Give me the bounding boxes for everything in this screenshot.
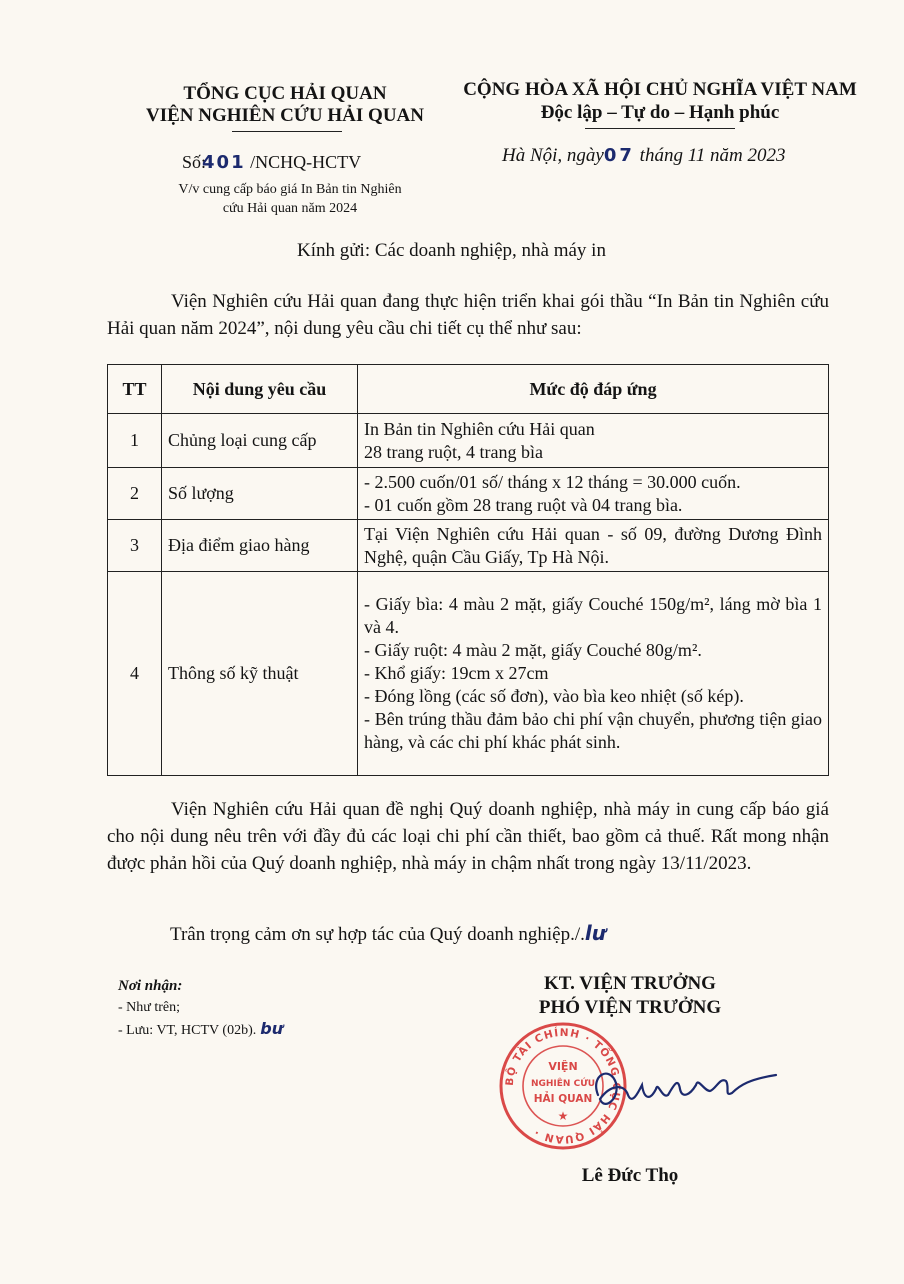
response-line: Tại Viện Nghiên cứu Hải quan - số 09, đường Dương Đình Nghệ, quận Cầu Giấy, Tp Hà Nội. [364, 523, 822, 567]
doc-number-suffix: /NCHQ-HCTV [250, 152, 362, 172]
table-row [108, 414, 829, 468]
doc-number [182, 150, 361, 175]
row-item: Thông số kỹ thuật [162, 572, 358, 776]
seal-line-2: NGHIÊN CỨU [530, 1079, 596, 1089]
response-line: 28 trang ruột, 4 trang bìa [364, 441, 543, 462]
date-suffix: tháng 11 năm 2023 [639, 145, 786, 166]
date-line [502, 143, 786, 169]
row-tt: 1 [108, 414, 162, 468]
header-item: Nội dung yêu cầu [162, 365, 358, 414]
intro-paragraph: Viện Nghiên cứu Hải quan đang thực hiện triển khai gói thầu “In Bản tin Nghiên cứu Hải quan năm 2024”, nội dung yêu cầu chi tiết cụ thể như sau: [107, 291, 829, 339]
row-response [358, 520, 829, 572]
row-response [358, 572, 829, 776]
table-row [108, 468, 829, 520]
seal-line-1: VIỆN [548, 1060, 578, 1073]
closing-paragraph: Viện Nghiên cứu Hải quan đề nghị Quý doanh nghiệp, nhà máy in cung cấp báo giá cho nội dung nêu trên với đầy đủ các loại chi phí cần thiết, bao gồm cả thuế. Rất mong nhận được phản hồi của Quý doanh nghiệp, nhà máy in chậm nhất trong ngày 13/11/2023. [107, 799, 829, 874]
recipients-item: - Như trên; [118, 1000, 181, 1015]
row-tt: 3 [108, 520, 162, 572]
motto: Độc lập – Tự do – Hạnh phúc [540, 102, 780, 123]
recipient-line: Kính gửi: Các doanh nghiệp, nhà máy in [297, 240, 606, 261]
row-tt: 4 [108, 572, 162, 776]
recipients-item [118, 1018, 283, 1041]
thanks-line [170, 920, 606, 948]
thanks-initials: lư [584, 921, 606, 945]
thanks-text: Trân trọng cảm ơn sự hợp tác của Quý doanh nghiệp./. [170, 924, 585, 945]
subject-line-2: cứu Hải quan năm 2024 [222, 201, 358, 216]
table-header-row [108, 365, 829, 414]
response-line: - Khổ giấy: 19cm x 27cm [364, 663, 549, 683]
requirements-table [107, 364, 829, 776]
institute-name: VIỆN NGHIÊN CỨU HẢI QUAN [146, 105, 424, 126]
header-response: Mức độ đáp ứng [358, 365, 829, 414]
table-row [108, 520, 829, 572]
row-item: Địa điểm giao hàng [162, 520, 358, 572]
left-header-rule [232, 131, 342, 132]
seal-line-3: HẢI QUAN [533, 1093, 593, 1105]
doc-number-prefix: Số: [182, 152, 207, 172]
response-line: - 01 cuốn gồm 28 trang ruột và 04 trang bìa. [364, 494, 683, 515]
row-tt: 2 [108, 468, 162, 520]
row-item: Chủng loại cung cấp [162, 414, 358, 468]
signature-title-2: PHÓ VIỆN TRƯỞNG [538, 997, 722, 1018]
right-header-rule [585, 128, 735, 129]
date-prefix: Hà Nội, ngày [502, 145, 604, 166]
row-response [358, 468, 829, 520]
seal-star: ★ [557, 1109, 569, 1123]
row-response [358, 414, 829, 468]
header-tt: TT [108, 365, 162, 414]
doc-number-handwritten: 401 [202, 152, 246, 173]
row-item: Số lượng [162, 468, 358, 520]
subject-line-1: V/v cung cấp báo giá In Bản tin Nghiên [178, 182, 402, 197]
recipients-initials: bư [260, 1019, 284, 1038]
response-line: - Giấy ruột: 4 màu 2 mặt, giấy Couché 80g/m². [364, 640, 702, 660]
signer-name: Lê Đức Thọ [581, 1165, 679, 1186]
response-line: - Bên trúng thầu đảm bảo chi phí vận chuyển, phương tiện giao hàng, và các chi phí khác phát sinh. [364, 709, 822, 752]
response-line: - Giấy bìa: 4 màu 2 mặt, giấy Couché 150g/m², láng mờ bìa 1 và 4. [364, 594, 822, 637]
recipients-item-text: - Lưu: VT, HCTV (02b). [118, 1023, 257, 1038]
response-line: In Bản tin Nghiên cứu Hải quan [364, 418, 595, 439]
seal-ring-text: BỘ TÀI CHÍNH · TỔNG CỤC HẢI QUAN · [503, 1026, 623, 1146]
country-name: CỘNG HÒA XÃ HỘI CHỦ NGHĨA VIỆT NAM [463, 79, 857, 100]
recipients-title: Nơi nhận: [118, 978, 183, 994]
response-line: - Đóng lồng (các số đơn), vào bìa keo nhiệt (số kép). [364, 686, 744, 706]
date-day-handwritten: 07 [603, 145, 635, 166]
agency-name: TỔNG CỤC HẢI QUAN [183, 83, 387, 104]
response-line: - 2.500 cuốn/01 số/ tháng x 12 tháng = 30.000 cuốn. [364, 471, 741, 492]
table-row [108, 572, 829, 776]
handwritten-signature [580, 1055, 780, 1125]
signature-title-1: KT. VIỆN TRƯỞNG [544, 973, 716, 994]
